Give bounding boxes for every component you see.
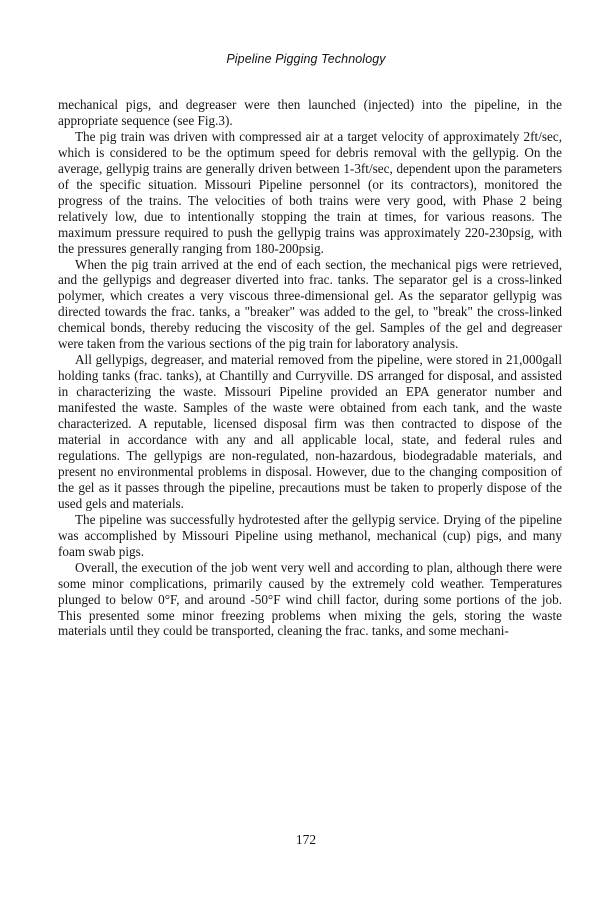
paragraph-waste-disposal: All gellypigs, degreaser, and material removed from the pipeline, were stored in 21,000gall holding tanks (frac. tanks), at Chantilly and Curryville. DS arranged for disposal, and assisted in characterizing the waste. Missouri Pipeline provided an EPA generator number and manifested the waste. Samples of the waste were obtained from each tank, and the waste characterized. A reputable, licensed disposal firm was then contracted to dispose of the material in accordance with any and all applicable local, state, and federal rules and regulations. The gellypigs are non-regulated, non-hazardous, biodegradable materials, and present no environmental problems in disposal. However, due to the changing composition of the gel as it passes through the pipeline, precautions must be taken to properly dispose of the used gels and materials.	[58, 352, 562, 511]
body-text	[58, 97, 562, 639]
paragraph-hydrotest: The pipeline was successfully hydrotested after the gellypig service. Drying of the pipeline was accomplished by Missouri Pipeline using methanol, mechanical (cup) pigs, and many foam swab pigs.	[58, 511, 562, 559]
running-head-title: Pipeline Pigging Technology	[226, 52, 386, 66]
paragraph-pig-train-velocity: The pig train was driven with compressed air at a target velocity of approximately 2ft/sec, which is considered to be the optimum speed for debris removal with the gellypig. On the average, gellypig trains are generally driven between 1-3ft/sec, dependent upon the parameters of the specific situation. Missouri Pipeline personnel (or its contractors), monitored the progress of the trains. The velocities of both trains were very good, with Phase 2 being relatively low, due to intentionally stopping the train at times, for various reasons. The maximum pressure required to push the gellypig trains was approximately 220-230psig, with the pressures generally ranging from 180-200psig.	[58, 128, 562, 256]
paragraph-overall-execution: Overall, the execution of the job went very well and according to plan, although there were some minor complications, primarily caused by the extremely cold weather. Temperatures plunged to below 0°F, and around -50°F wind chill factor, during some portions of the job. This presented some minor freezing problems when mixing the gels, storing the waste materials until they could be transported, cleaning the frac. tanks, and some mechani-	[58, 559, 562, 639]
paragraph-continuation: mechanical pigs, and degreaser were then launched (injected) into the pipeline, in the appropriate sequence (see Fig.3).	[58, 97, 562, 128]
page-number: 172	[295, 832, 317, 847]
paragraph-pig-retrieval: When the pig train arrived at the end of each section, the mechanical pigs were retrieved, and the gellypigs and degreaser diverted into frac. tanks. The separator gel is a cross-linked polymer, which creates a very viscous three-dimensional gel. As the separator gellypig was directed towards the frac. tanks, a "breaker" was added to the gel, to "break" the cross-linked chemical bonds, thereby reducing the viscosity of the gel. Samples of the gel and degreaser were taken from the various sections of the pig train for laboratory analysis.	[58, 256, 562, 352]
